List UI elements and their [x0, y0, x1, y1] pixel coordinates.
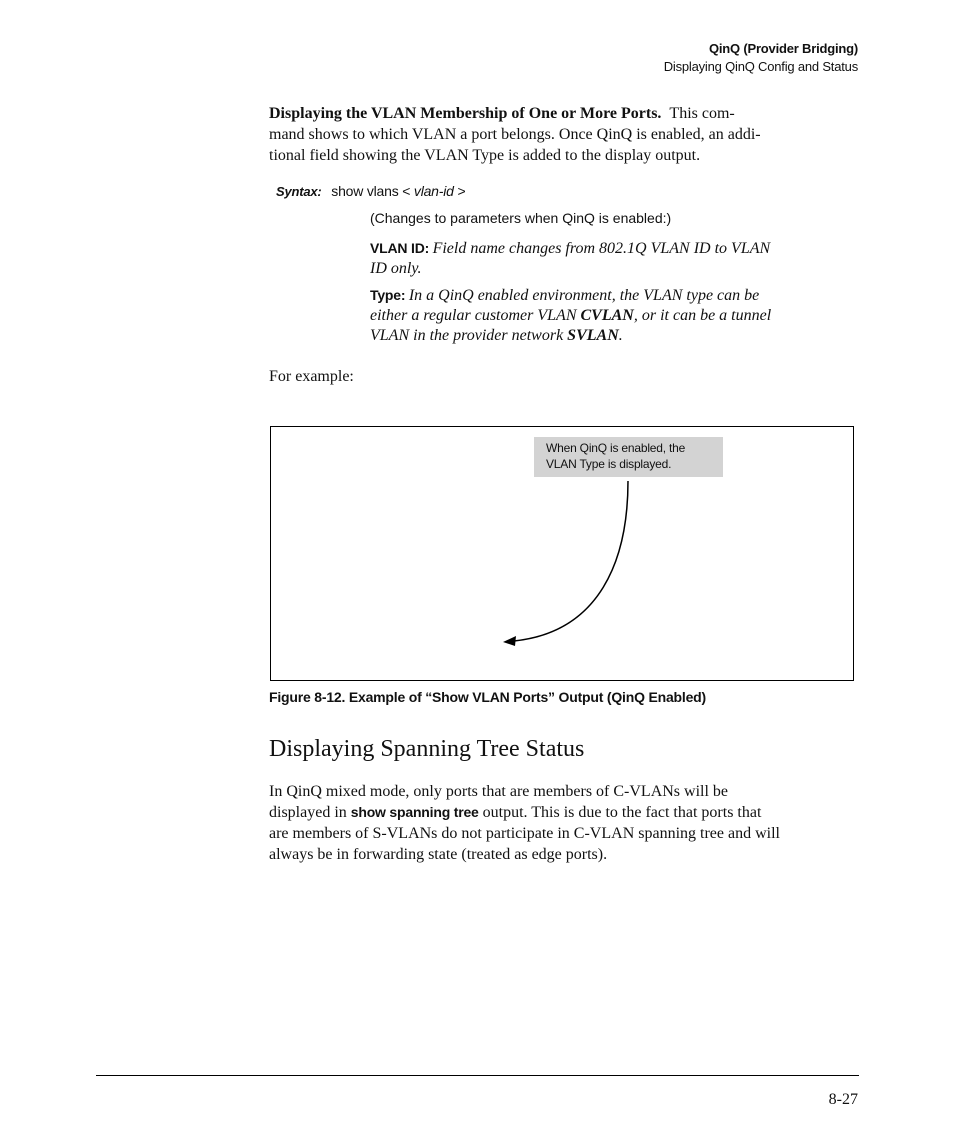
footer-rule	[96, 1075, 859, 1076]
figure-callout	[534, 437, 723, 477]
param-type-desc-3a: VLAN in the provider network	[370, 327, 564, 344]
intro-heading: Displaying the VLAN Membership of One or More Ports.	[269, 105, 662, 122]
syntax-command: show vlans <	[331, 183, 411, 199]
section-title: Displaying Spanning Tree Status	[269, 736, 585, 762]
param-type-desc-3b: .	[618, 327, 623, 344]
syntax-close: >	[457, 183, 466, 199]
running-header-section: Displaying QinQ Config and Status	[663, 59, 858, 74]
param-vlan-id-desc-1: Field name changes from 802.1Q VLAN ID to VLAN	[432, 240, 771, 257]
param-type-svlan: SVLAN	[567, 327, 619, 344]
section-line-3: are members of S-VLANs do not participate in C-VLAN spanning tree and will	[269, 825, 780, 842]
section-line-2a: displayed in	[269, 804, 347, 821]
param-type-desc-2a: either a regular customer VLAN	[370, 307, 577, 324]
section-line-1: In QinQ mixed mode, only ports that are members of C-VLANs will be	[269, 783, 729, 800]
param-type-desc-2b: , or it can be a tunnel	[633, 307, 772, 324]
section-command: show spanning tree	[350, 804, 479, 820]
section-line-4: always be in forwarding state (treated as edge ports).	[269, 846, 608, 863]
callout-line-1: When QinQ is enabled, the	[546, 441, 686, 455]
page-number: 8-27	[828, 1091, 858, 1108]
intro-text-3: tional field showing the VLAN Type is added to the display output.	[269, 147, 701, 164]
param-type	[370, 286, 860, 346]
param-type-desc-1: In a QinQ enabled environment, the VLAN type can be	[408, 287, 760, 304]
intro-text-1: This com-	[669, 105, 735, 122]
intro-paragraph	[269, 103, 859, 166]
for-example-text: For example:	[269, 368, 354, 385]
param-vlan-id-label: VLAN ID:	[370, 240, 430, 256]
syntax-argument: vlan-id	[413, 183, 454, 199]
running-header-chapter: QinQ (Provider Bridging)	[708, 41, 858, 56]
syntax-line	[276, 183, 465, 199]
param-vlan-id	[370, 239, 860, 279]
intro-text-2: mand shows to which VLAN a port belongs. Once QinQ is enabled, an addi-	[269, 126, 761, 143]
callout-line-2: VLAN Type is displayed.	[546, 457, 672, 471]
param-type-cvlan: CVLAN	[580, 307, 634, 324]
params-note: (Changes to parameters when QinQ is enabled:)	[370, 210, 672, 226]
figure-caption: Figure 8-12. Example of “Show VLAN Ports” Output (QinQ Enabled)	[269, 689, 706, 705]
param-type-label: Type:	[370, 287, 406, 303]
section-paragraph	[269, 781, 861, 865]
syntax-label: Syntax:	[276, 184, 322, 199]
param-vlan-id-desc-2: ID only.	[370, 260, 422, 277]
section-line-2b: output. This is due to the fact that ports that	[482, 804, 762, 821]
